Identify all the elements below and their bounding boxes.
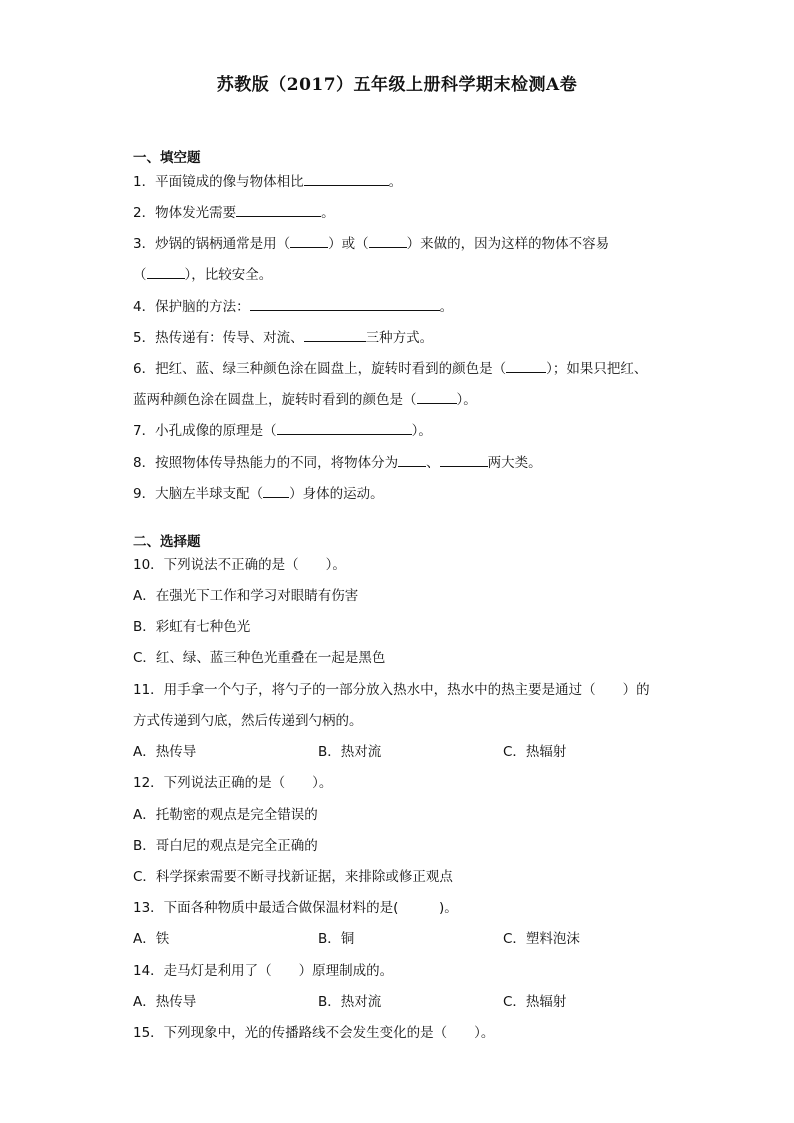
answer-blank[interactable]	[263, 484, 289, 498]
page-title: 苏教版（2017）五年级上册科学期末检测A卷	[216, 75, 578, 95]
option-12-c[interactable]: C．科学探索需要不断寻找新证据，来排除或修正观点	[133, 869, 453, 885]
answer-blank[interactable]	[250, 297, 440, 311]
option-14-b[interactable]: B．热对流	[318, 994, 382, 1010]
question-11: 11．用手拿一个勺子，将勺子的一部分放入热水中，热水中的热主要是通过（ ）的	[133, 682, 650, 698]
answer-blank[interactable]	[369, 234, 407, 248]
option-10-b[interactable]: B．彩虹有七种色光	[133, 619, 251, 635]
section-fill-heading: 一、填空题	[133, 150, 201, 166]
answer-blank[interactable]	[398, 453, 426, 467]
question-11-cont: 方式传递到勺底，然后传递到勺柄的。	[133, 713, 363, 729]
option-10-c[interactable]: C．红、绿、蓝三种色光重叠在一起是黑色	[133, 650, 386, 666]
question-8: 8．按照物体传导热能力的不同，将物体分为 、 两大类。	[133, 455, 542, 471]
option-11-c[interactable]: C．热辐射	[503, 744, 567, 760]
section-choice-heading: 二、选择题	[133, 534, 201, 550]
question-3-cont: （ ），比较安全。	[133, 267, 273, 283]
option-14-c[interactable]: C．热辐射	[503, 994, 567, 1010]
option-11-a[interactable]: A．热传导	[133, 744, 197, 760]
answer-blank[interactable]	[304, 328, 366, 342]
answer-blank[interactable]	[417, 390, 457, 404]
question-3: 3．炒锅的锅柄通常是用（ ）或（ ）来做的，因为这样的物体不容易	[133, 236, 610, 252]
answer-blank[interactable]	[304, 172, 389, 186]
question-5: 5．热传递有：传导、对流、 三种方式。	[133, 330, 434, 346]
question-6-cont: 蓝两种颜色涂在圆盘上，旋转时看到的颜色是（ ）。	[133, 392, 477, 408]
option-13-c[interactable]: C．塑料泡沫	[503, 931, 580, 947]
question-15: 15．下列现象中，光的传播路线不会发生变化的是（ ）。	[133, 1025, 495, 1041]
answer-blank[interactable]	[440, 453, 488, 467]
question-6: 6．把红、蓝、绿三种颜色涂在圆盘上，旋转时看到的颜色是（ ）；如果只把红、	[133, 361, 648, 377]
option-10-a[interactable]: A．在强光下工作和学习对眼睛有伤害	[133, 588, 359, 604]
question-12: 12．下列说法正确的是（ ）。	[133, 775, 333, 791]
option-12-b[interactable]: B．哥白尼的观点是完全正确的	[133, 838, 318, 854]
answer-blank[interactable]	[147, 265, 185, 279]
question-13: 13．下面各种物质中最适合做保温材料的是( )。	[133, 900, 458, 916]
option-14-a[interactable]: A．热传导	[133, 994, 197, 1010]
question-1: 1．平面镜成的像与物体相比 。	[133, 174, 403, 190]
options-13	[133, 930, 580, 948]
answer-blank[interactable]	[506, 359, 546, 373]
option-12-a[interactable]: A．托勒密的观点是完全错误的	[133, 807, 318, 823]
answer-blank[interactable]	[236, 203, 321, 217]
question-14: 14．走马灯是利用了（ ）原理制成的。	[133, 963, 394, 979]
option-11-b[interactable]: B．热对流	[318, 744, 382, 760]
options-11	[133, 743, 566, 761]
question-7: 7．小孔成像的原理是（ ）。	[133, 423, 432, 439]
answer-blank[interactable]	[290, 234, 328, 248]
answer-blank[interactable]	[277, 421, 412, 435]
question-4: 4．保护脑的方法： 。	[133, 299, 454, 315]
question-9: 9．大脑左半球支配（ ）身体的运动。	[133, 486, 384, 502]
option-13-a[interactable]: A．铁	[133, 931, 170, 947]
question-10: 10．下列说法不正确的是（ ）。	[133, 557, 346, 573]
options-14	[133, 993, 566, 1011]
question-2: 2．物体发光需要 。	[133, 205, 335, 221]
option-13-b[interactable]: B．铜	[318, 931, 355, 947]
